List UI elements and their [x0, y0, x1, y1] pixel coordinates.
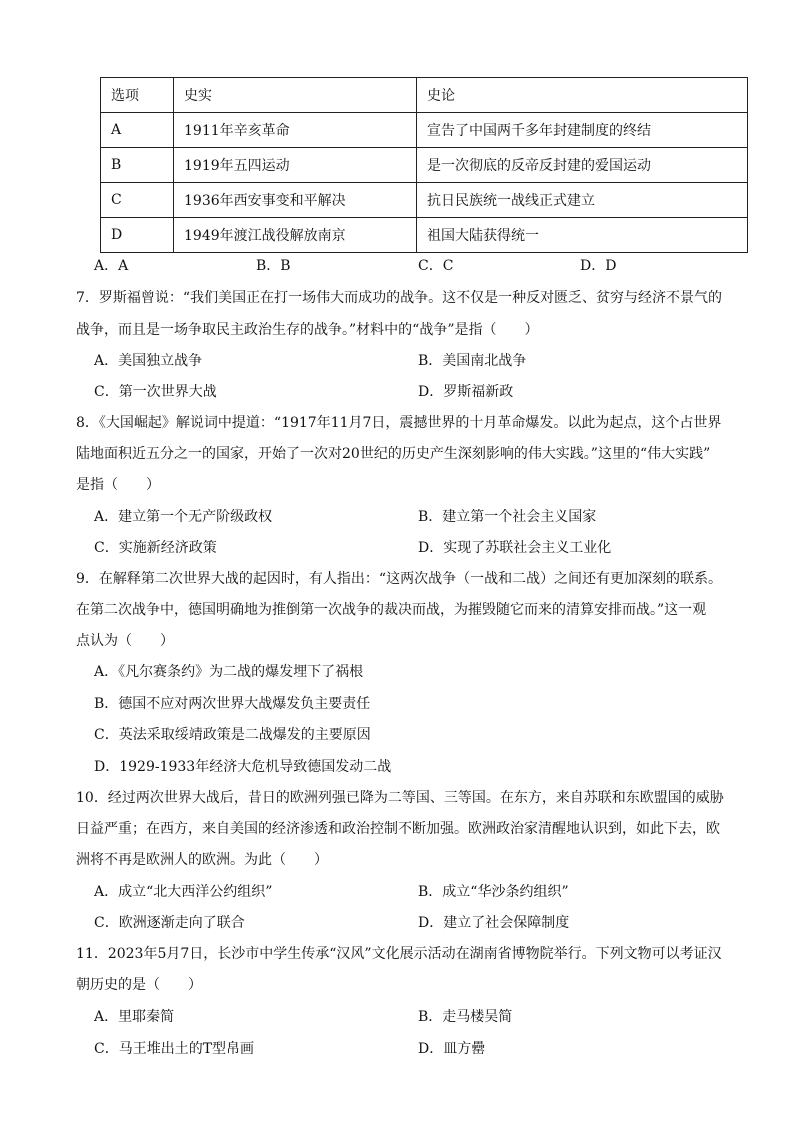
table-header-row: [101, 78, 748, 113]
q10-option-a[interactable]: A．成立“北大西洋公约组织”: [94, 884, 273, 900]
q8-stem-line: 陆地面积近五分之一的国家，开始了一次对20世纪的历史产生深刻影响的伟大实践。”这里的“伟大实践”: [76, 446, 711, 462]
table-cell: 宣告了中国两千多年封建制度的终结: [417, 113, 748, 148]
q7-option-a[interactable]: A．美国独立战争: [94, 353, 203, 369]
table-header-cell: 史论: [417, 78, 748, 113]
table-cell: 是一次彻底的反帝反封建的爱国运动: [417, 148, 748, 183]
q8-stem-line: 8．《大国崛起》解说词中提道：“1917年11月7日，震撼世界的十月革命爆发。以此为起点，这个占世界: [76, 415, 722, 431]
table-cell: 1949年渡江战役解放南京: [174, 218, 417, 253]
q9-option-d[interactable]: D．1929-1933年经济大危机导致德国发动二战: [94, 759, 392, 775]
q7-option-d[interactable]: D．罗斯福新政: [418, 384, 514, 400]
q10-option-c[interactable]: C．欧洲逐渐走向了联合: [94, 915, 245, 931]
q10-stem-line: 洲将不再是欧洲人的欧洲。为此（ ）: [76, 852, 328, 868]
table-cell: B: [101, 148, 174, 183]
q8-stem-line: 是指（ ）: [76, 477, 160, 493]
q10-stem-line: 日益严重；在西方，来自美国的经济渗透和政治控制不断加强。欧洲政治家清醒地认识到，如此下去，欧: [76, 821, 720, 837]
q7-stem-line: 7．罗斯福曾说：“我们美国正在打一场伟大而成功的战争。这不仅是一种反对匮乏、贫穷与经济不景气的: [76, 290, 723, 306]
table-row: [101, 183, 748, 218]
q6-table: [100, 77, 748, 253]
q11-option-a[interactable]: A．里耶秦简: [94, 1009, 175, 1025]
table-row: [101, 113, 748, 148]
q8-option-b[interactable]: B．建立第一个社会主义国家: [418, 509, 597, 525]
q9-stem-line: 9．在解释第二次世界大战的起因时，有人指出：“这两次战争（一战和二战）之间还有更加深刻的联系。: [76, 571, 723, 587]
table-cell: 抗日民族统一战线正式建立: [417, 183, 748, 218]
q10-option-d[interactable]: D．建立了社会保障制度: [418, 915, 570, 931]
q9-option-c[interactable]: C．英法采取绥靖政策是二战爆发的主要原因: [94, 727, 371, 743]
q9-stem-line: 在第二次战争中，德国明确地为推倒第一次战争的裁决而战，为摧毁随它而来的清算安排而战。”这一观: [76, 602, 707, 618]
q9-option-a[interactable]: A．《凡尔赛条约》为二战的爆发埋下了祸根: [94, 664, 364, 680]
table-cell: 1919年五四运动: [174, 148, 417, 183]
q8-option-c[interactable]: C．实施新经济政策: [94, 540, 217, 556]
table-header-cell: 选项: [101, 78, 174, 113]
q8-option-d[interactable]: D．实现了苏联社会主义工业化: [418, 540, 612, 556]
q6-option-a[interactable]: A．A: [94, 258, 129, 274]
q7-stem-line: 战争，而且是一场争取民主政治生存的战争。”材料中的“战争”是指（ ）: [76, 322, 539, 338]
q7-option-b[interactable]: B．美国南北战争: [418, 353, 527, 369]
q6-option-b[interactable]: B．B: [256, 258, 291, 274]
q9-option-b[interactable]: B．德国不应对两次世界大战爆发负主要责任: [94, 696, 371, 712]
q11-option-b[interactable]: B．走马楼吴简: [418, 1009, 513, 1025]
q9-stem-line: 点认为（ ）: [76, 633, 174, 649]
q11-option-c[interactable]: C．马王堆出土的T型帛画: [94, 1041, 255, 1057]
q7-option-c[interactable]: C．第一次世界大战: [94, 384, 217, 400]
table-cell: 1936年西安事变和平解决: [174, 183, 417, 218]
table-row: [101, 148, 748, 183]
q6-option-c[interactable]: C．C: [418, 258, 454, 274]
table-header-cell: 史实: [174, 78, 417, 113]
q6-option-d[interactable]: D．D: [580, 258, 617, 274]
q10-option-b[interactable]: B．成立“华沙条约组织”: [418, 884, 569, 900]
table-cell: 1911年辛亥革命: [174, 113, 417, 148]
table-row: [101, 218, 748, 253]
q11-stem-line: 朝历史的是（ ）: [76, 977, 202, 993]
q8-option-a[interactable]: A．建立第一个无产阶级政权: [94, 509, 273, 525]
q11-option-d[interactable]: D．皿方罍: [418, 1041, 486, 1057]
table-cell: A: [101, 113, 174, 148]
q10-stem-line: 10．经过两次世界大战后，昔日的欧洲列强已降为二等国、三等国。在东方，来自苏联和东欧盟国的威胁: [76, 790, 724, 806]
table-cell: D: [101, 218, 174, 253]
q11-stem-line: 11．2023年5月7日，长沙市中学生传承“汉风”文化展示活动在湖南省博物院举行。下列文物可以考证汉: [76, 946, 722, 962]
table-cell: C: [101, 183, 174, 218]
table-cell: 祖国大陆获得统一: [417, 218, 748, 253]
